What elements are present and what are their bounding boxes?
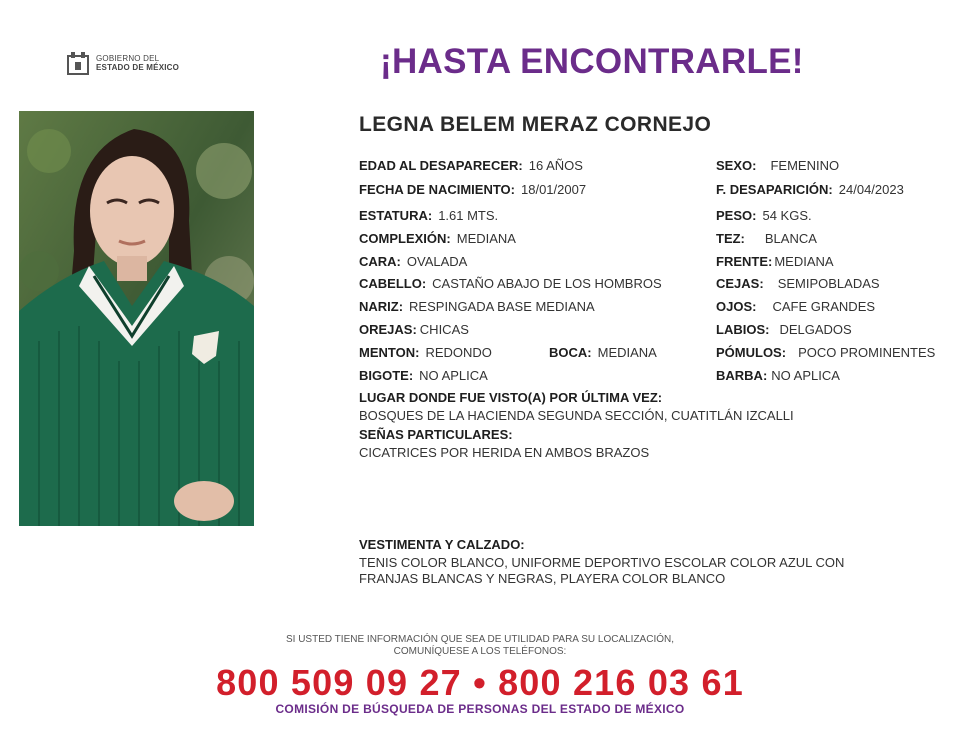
- logo-text: GOBIERNO DEL ESTADO DE MÉXICO: [96, 54, 180, 72]
- field-cara: CARA: OVALADA: [359, 254, 468, 269]
- field-edad: EDAD AL DESAPARECER: 16 AÑOS: [359, 158, 583, 173]
- field-bigote: BIGOTE: NO APLICA: [359, 368, 488, 383]
- phone-numbers: 800 509 09 27 • 800 216 03 61: [216, 662, 744, 703]
- field-sexo: SEXO: FEMENINO: [716, 158, 840, 173]
- vestimenta-line1: TENIS COLOR BLANCO, UNIFORME DEPORTIVO ESCOLAR COLOR AZUL CON: [359, 555, 845, 570]
- field-pomulos: PÓMULOS: POCO PROMINENTES: [716, 345, 936, 360]
- field-ojos: OJOS: CAFE GRANDES: [716, 299, 876, 314]
- field-cabello: CABELLO: CASTAÑO ABAJO DE LOS HOMBROS: [359, 276, 662, 291]
- field-cejas: CEJAS: SEMIPOBLADAS: [716, 276, 880, 291]
- coat-of-arms-icon: [66, 50, 90, 76]
- field-desaparicion: F. DESAPARICIÓN: 24/04/2023: [716, 182, 904, 197]
- government-logo: [66, 50, 179, 76]
- field-nariz: NARIZ: RESPINGADA BASE MEDIANA: [359, 299, 595, 314]
- field-orejas: OREJAS: CHICAS: [359, 322, 469, 337]
- senas-label: SEÑAS PARTICULARES:: [359, 427, 513, 442]
- field-tez: TEZ: BLANCA: [716, 231, 817, 246]
- field-frente: FRENTE: MEDIANA: [716, 254, 834, 269]
- vestimenta-line2: FRANJAS BLANCAS Y NEGRAS, PLAYERA COLOR BLANCO: [359, 571, 726, 586]
- field-boca: BOCA: MEDIANA: [549, 345, 657, 360]
- vestimenta-label: VESTIMENTA Y CALZADO:: [359, 537, 525, 552]
- person-photo: [19, 111, 254, 526]
- commission-name: COMISIÓN DE BÚSQUEDA DE PERSONAS DEL ESTADO DE MÉXICO: [275, 702, 685, 716]
- contact-info: SI USTED TIENE INFORMACIÓN QUE SEA DE UTILIDAD PARA SU LOCALIZACIÓN, COMUNÍQUESE A LOS TELÉFONOS:: [285, 634, 675, 657]
- portrait-illustration: [19, 111, 254, 526]
- headline: ¡HASTA ENCONTRARLE!: [380, 42, 804, 81]
- field-menton: MENTON: REDONDO: [359, 345, 492, 360]
- field-estatura: ESTATURA: 1.61 MTS.: [359, 208, 499, 223]
- senas-value: CICATRICES POR HERIDA EN AMBOS BRAZOS: [359, 445, 650, 460]
- field-peso: PESO: 54 KGS.: [716, 208, 812, 223]
- field-nacimiento: FECHA DE NACIMIENTO: 18/01/2007: [359, 182, 587, 197]
- lugar-label: LUGAR DONDE FUE VISTO(A) POR ÚLTIMA VEZ:: [359, 390, 663, 405]
- field-barba: BARBA: NO APLICA: [716, 368, 840, 383]
- field-labios: LABIOS: DELGADOS: [716, 322, 852, 337]
- person-name: LEGNA BELEM MERAZ CORNEJO: [359, 113, 712, 136]
- lugar-value: BOSQUES DE LA HACIENDA SEGUNDA SECCIÓN, CUATITLÁN IZCALLI: [359, 408, 794, 423]
- field-complexion: COMPLEXIÓN: MEDIANA: [359, 231, 516, 246]
